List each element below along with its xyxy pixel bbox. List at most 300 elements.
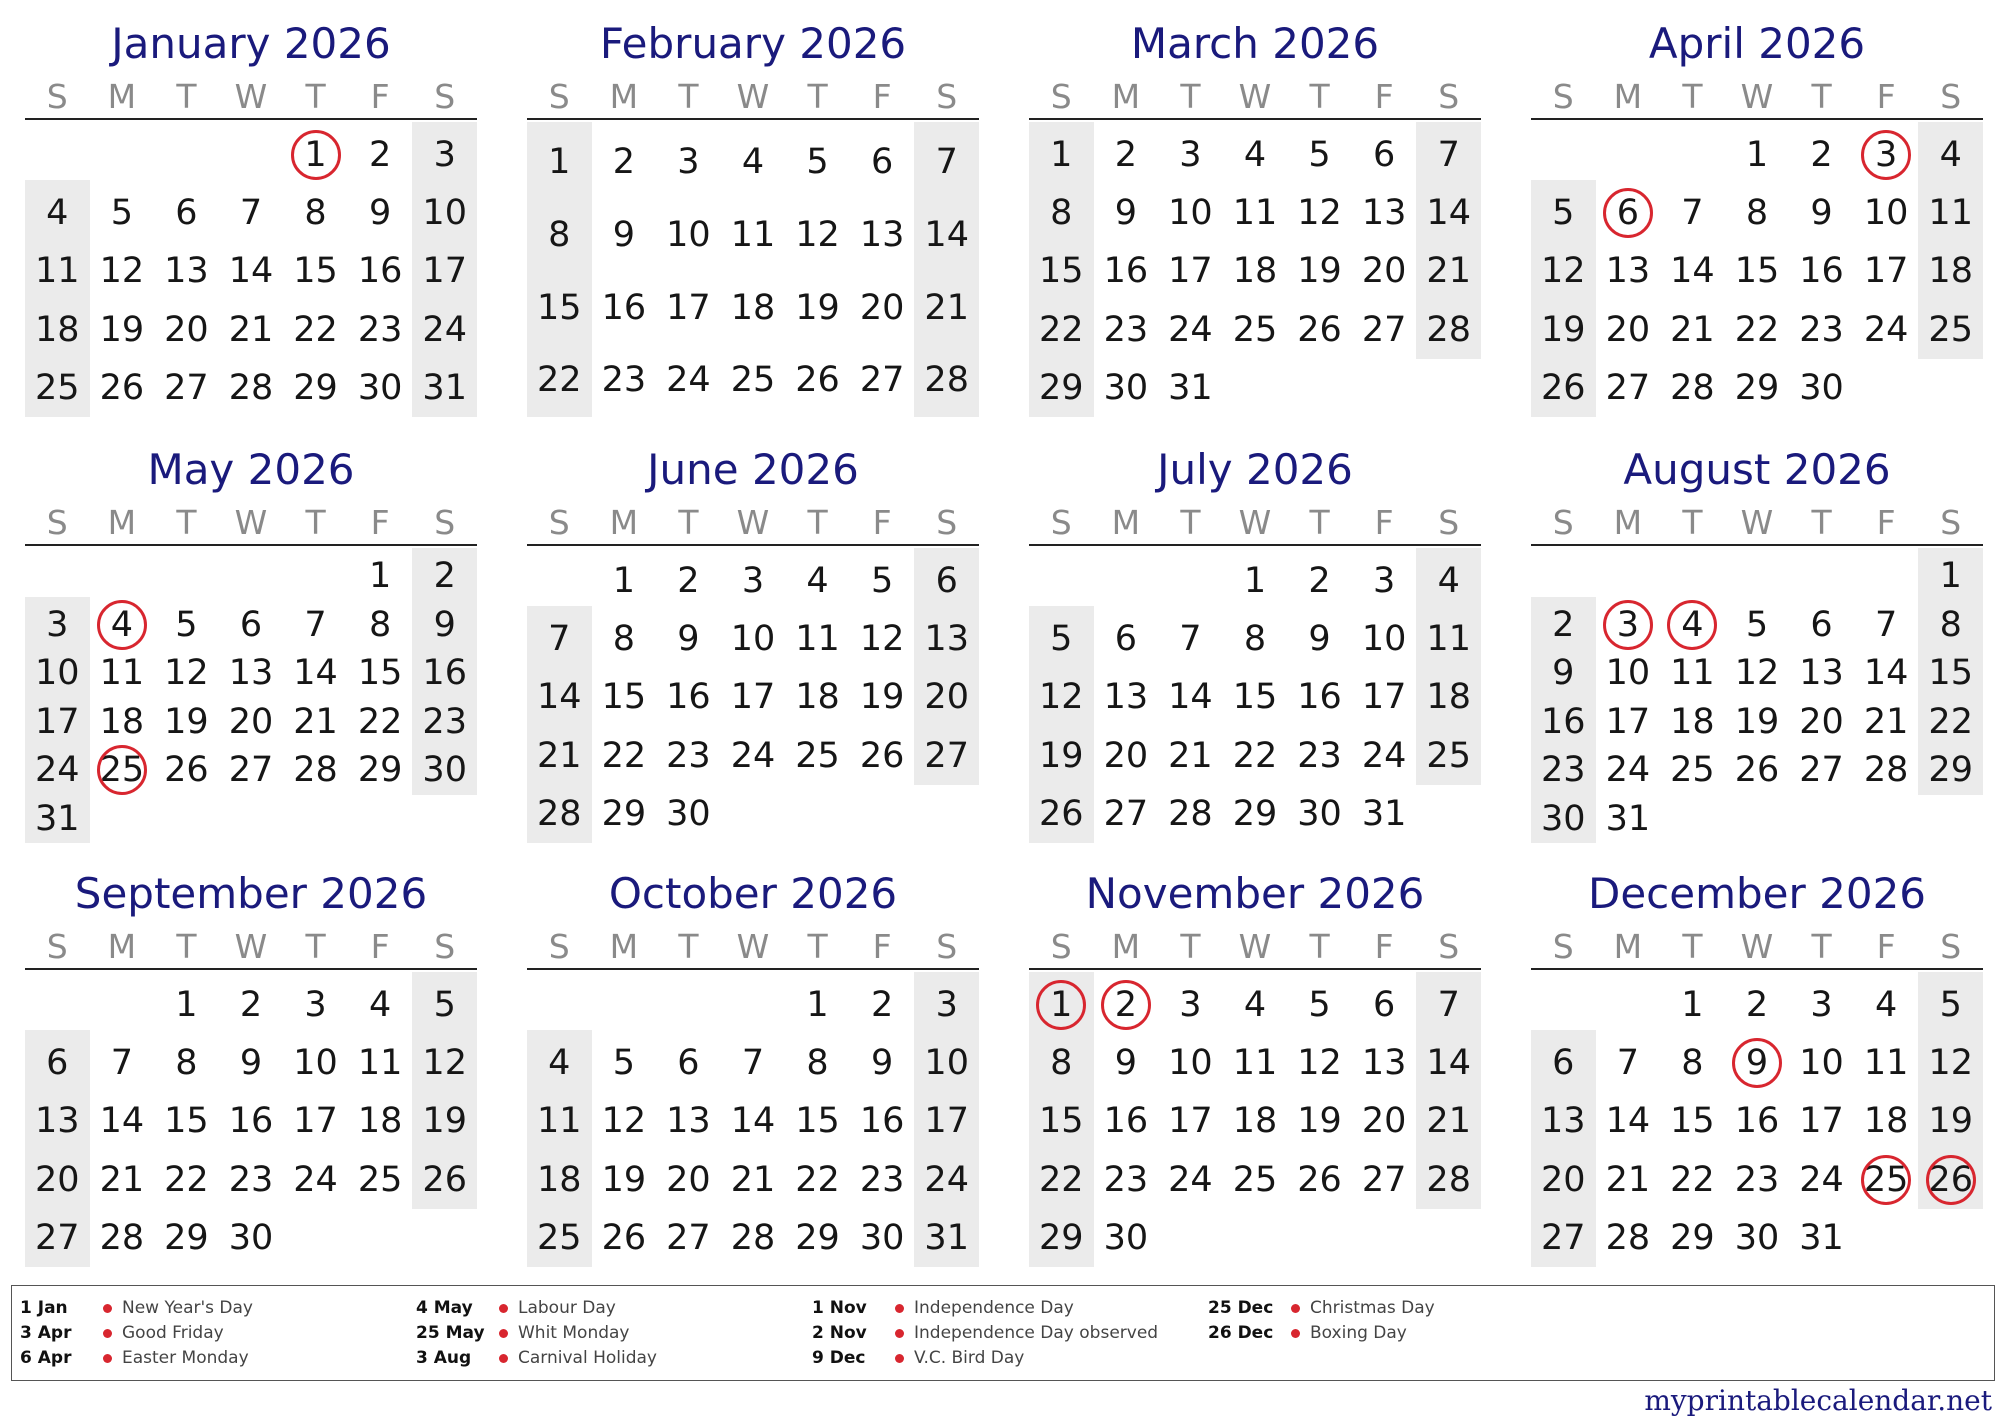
- day-cell: 14: [1670, 251, 1715, 292]
- legend-item: [416, 1296, 816, 1321]
- day-cell: 2: [239, 985, 263, 1025]
- day-cell: 11: [99, 653, 145, 693]
- day-cell: 16: [1103, 251, 1149, 292]
- day-cell: 23: [666, 735, 711, 776]
- day-cell: 11: [35, 251, 80, 292]
- month-title: May 2026: [147, 445, 355, 494]
- day-cell: 13: [924, 619, 969, 660]
- day-cell: 1: [612, 561, 635, 601]
- weekday-header: [1029, 76, 1481, 120]
- day-cell: 15: [164, 1101, 209, 1142]
- day-cell: 1: [1745, 135, 1769, 175]
- day-cell: 7: [1616, 1043, 1639, 1084]
- day-cell: 10: [1168, 193, 1213, 234]
- day-cell: 22: [357, 701, 403, 742]
- weekday-label: W: [1740, 927, 1774, 966]
- day-cell: 22: [1039, 309, 1084, 350]
- day-cell: 16: [1541, 701, 1586, 742]
- weekday-label: S: [1050, 77, 1072, 116]
- legend-date: 2 Nov: [812, 1323, 867, 1343]
- legend-item: [812, 1296, 1212, 1321]
- day-cell: 16: [1103, 1101, 1149, 1142]
- weekday-label: S: [46, 927, 68, 966]
- day-cell: 23: [1799, 309, 1844, 350]
- month-october: [527, 850, 979, 1258]
- holiday-legend: [11, 1285, 1995, 1381]
- weekday-label: F: [1876, 927, 1896, 966]
- weekday-label: M: [1613, 927, 1643, 966]
- day-cell: 29: [1670, 1217, 1715, 1258]
- day-cell: 14: [1426, 1043, 1471, 1084]
- legend-name: Good Friday: [122, 1323, 224, 1343]
- day-cell: 26: [1928, 1159, 1973, 1200]
- day-cell: 6: [1552, 1043, 1575, 1084]
- day-cell: 4: [1437, 561, 1460, 601]
- legend-name: Christmas Day: [1310, 1298, 1435, 1318]
- day-cell: 5: [806, 142, 829, 182]
- day-cell: 29: [357, 750, 403, 790]
- day-cell: 18: [1670, 701, 1715, 742]
- bullet-icon: [499, 1304, 508, 1313]
- day-cell: 16: [1297, 677, 1342, 718]
- legend-date: 1 Jan: [20, 1298, 68, 1318]
- day-cell: 10: [730, 619, 776, 660]
- day-cell: 12: [1297, 193, 1342, 234]
- day-cell: 2: [1552, 604, 1575, 645]
- day-cell: 7: [110, 1043, 133, 1084]
- legend-date: 3 Aug: [416, 1348, 472, 1368]
- day-cell: 2: [870, 985, 894, 1025]
- day-cell: 11: [1232, 1043, 1278, 1084]
- day-cell: 30: [859, 1217, 905, 1258]
- day-cell: 8: [1050, 193, 1073, 234]
- weekday-label: T: [678, 77, 699, 116]
- day-cell: 6: [46, 1043, 69, 1084]
- day-cell: 7: [1681, 193, 1704, 234]
- day-cell: 16: [601, 287, 647, 328]
- day-cell: 23: [1734, 1159, 1780, 1200]
- weekday-label: W: [736, 503, 770, 542]
- day-cell: 4: [110, 604, 133, 645]
- day-cell: 8: [1243, 619, 1267, 660]
- day-cell: 13: [228, 653, 274, 693]
- day-cell: 29: [795, 1217, 840, 1258]
- bullet-icon: [499, 1354, 508, 1363]
- day-cell: 25: [99, 750, 145, 790]
- weekday-label: F: [370, 77, 390, 116]
- day-cell: 23: [1541, 750, 1586, 790]
- day-cell: 28: [730, 1217, 776, 1258]
- day-cell: 5: [870, 561, 894, 601]
- day-cell: 20: [1361, 251, 1407, 292]
- day-cell: 2: [1308, 561, 1331, 601]
- day-cell: 17: [1168, 1101, 1213, 1142]
- weekday-label: M: [107, 77, 137, 116]
- day-cell: 21: [293, 701, 338, 742]
- day-cell: 28: [1426, 1159, 1471, 1200]
- day-cell: 1: [175, 985, 198, 1025]
- day-cell: 28: [99, 1217, 145, 1258]
- month-september: [25, 850, 477, 1258]
- weekday-label: M: [107, 927, 137, 966]
- weekday-label: T: [1309, 927, 1330, 966]
- day-cell: 22: [1039, 1159, 1084, 1200]
- weekday-label: T: [1309, 77, 1330, 116]
- day-cell: 20: [35, 1159, 80, 1200]
- weekday-label: S: [1552, 77, 1574, 116]
- day-cell: 7: [741, 1043, 765, 1084]
- day-cell: 5: [612, 1043, 635, 1084]
- month-title: August 2026: [1623, 445, 1891, 494]
- day-cell: 7: [1437, 985, 1460, 1025]
- day-cell: 21: [924, 287, 969, 328]
- day-cell: 2: [612, 142, 635, 182]
- day-cell: 13: [1799, 653, 1844, 693]
- day-cell: 20: [1541, 1159, 1586, 1200]
- day-cell: 26: [601, 1217, 647, 1258]
- day-cell: 30: [422, 750, 467, 790]
- day-cell: 21: [99, 1159, 145, 1200]
- weekday-label: M: [1613, 77, 1643, 116]
- day-cell: 17: [730, 677, 776, 718]
- day-cell: 3: [741, 561, 765, 601]
- day-cell: 12: [795, 214, 840, 255]
- day-cell: 7: [1179, 619, 1202, 660]
- month-february: [527, 0, 979, 400]
- day-cell: 22: [1670, 1159, 1715, 1200]
- day-cell: 3: [1874, 135, 1898, 175]
- day-cell: 20: [1799, 701, 1844, 742]
- month-january: [25, 0, 477, 408]
- day-cell: 8: [1939, 604, 1962, 645]
- weekday-label: T: [678, 927, 699, 966]
- day-cell: 3: [433, 135, 456, 175]
- weekday-label: F: [1876, 77, 1896, 116]
- day-cell: 12: [1928, 1043, 1973, 1084]
- bullet-icon: [895, 1304, 904, 1313]
- day-cell: 17: [422, 251, 467, 292]
- day-cell: 24: [924, 1159, 969, 1200]
- day-cell: 25: [1232, 309, 1278, 350]
- day-cell: 13: [666, 1101, 711, 1142]
- legend-date: 9 Dec: [812, 1348, 866, 1368]
- day-cell: 23: [601, 360, 647, 401]
- weekday-label: S: [936, 77, 958, 116]
- day-cell: 19: [1928, 1101, 1973, 1142]
- day-cell: 16: [1799, 251, 1844, 292]
- day-cell: 25: [730, 360, 776, 401]
- day-cell: 31: [1799, 1217, 1844, 1258]
- day-cell: 17: [666, 287, 711, 328]
- day-cell: 8: [175, 1043, 198, 1084]
- weekday-label: W: [736, 77, 770, 116]
- day-cell: 5: [175, 604, 198, 645]
- weekday-label: T: [1180, 77, 1201, 116]
- weekday-label: W: [1740, 77, 1774, 116]
- weekday-label: T: [1682, 503, 1703, 542]
- month-title: July 2026: [1157, 445, 1353, 494]
- day-cell: 15: [601, 677, 647, 718]
- day-cell: 18: [730, 287, 776, 328]
- day-cell: 21: [1605, 1159, 1651, 1200]
- weekday-label: S: [936, 927, 958, 966]
- weekday-label: S: [1940, 503, 1962, 542]
- weekday-label: T: [1811, 77, 1832, 116]
- day-cell: 15: [293, 251, 338, 292]
- day-cell: 22: [1734, 309, 1780, 350]
- weekday-label: W: [1740, 503, 1774, 542]
- day-cell: 11: [1928, 193, 1973, 234]
- weekday-label: S: [1050, 503, 1072, 542]
- legend-name: Labour Day: [518, 1298, 616, 1318]
- day-cell: 7: [239, 193, 263, 234]
- month-title: February 2026: [599, 19, 907, 68]
- day-cell: 19: [795, 287, 840, 328]
- day-cell: 23: [1103, 1159, 1149, 1200]
- day-cell: 15: [1039, 1101, 1084, 1142]
- weekday-label: W: [1238, 503, 1272, 542]
- day-cell: 11: [730, 214, 776, 255]
- day-cell: 20: [1103, 735, 1149, 776]
- legend-date: 6 Apr: [20, 1348, 72, 1368]
- weekday-label: S: [46, 77, 68, 116]
- legend-name: Whit Monday: [518, 1323, 630, 1343]
- day-cell: 20: [228, 701, 274, 742]
- day-cell: 7: [304, 604, 327, 645]
- day-cell: 10: [924, 1043, 969, 1084]
- day-cell: 25: [1232, 1159, 1278, 1200]
- day-cell: 25: [537, 1217, 582, 1258]
- day-cell: 29: [601, 793, 647, 834]
- day-cell: 4: [368, 985, 392, 1025]
- day-cell: 29: [293, 367, 338, 408]
- legend-date: 25 May: [416, 1323, 485, 1343]
- day-cell: 31: [1605, 798, 1651, 839]
- day-cell: 12: [1039, 677, 1084, 718]
- weekday-label: F: [1374, 77, 1394, 116]
- day-cell: 21: [1168, 735, 1213, 776]
- day-cell: 24: [1168, 309, 1213, 350]
- legend-date: 3 Apr: [20, 1323, 72, 1343]
- legend-date: 4 May: [416, 1298, 473, 1318]
- day-cell: 14: [293, 653, 338, 693]
- day-cell: 30: [1297, 793, 1342, 834]
- day-cell: 21: [228, 309, 274, 350]
- day-cell: 2: [1810, 135, 1833, 175]
- day-cell: 26: [1541, 367, 1586, 408]
- day-cell: 13: [1361, 193, 1407, 234]
- day-cell: 4: [1681, 604, 1704, 645]
- day-cell: 30: [1103, 1217, 1149, 1258]
- day-cell: 19: [1297, 1101, 1342, 1142]
- day-cell: 22: [1928, 701, 1973, 742]
- weekday-header: [1531, 502, 1983, 546]
- legend-item: [1208, 1296, 1608, 1321]
- weekday-label: T: [176, 927, 197, 966]
- day-cell: 10: [666, 214, 711, 255]
- day-cell: 28: [924, 360, 969, 401]
- day-cell: 30: [1103, 367, 1149, 408]
- day-cell: 26: [99, 367, 145, 408]
- day-cell: 14: [924, 214, 969, 255]
- weekday-header: [527, 502, 979, 546]
- day-cell: 27: [1541, 1217, 1586, 1258]
- weekday-label: M: [1111, 77, 1141, 116]
- weekday-label: M: [107, 503, 137, 542]
- day-cell: 31: [35, 798, 80, 839]
- day-cell: 13: [164, 251, 209, 292]
- legend-name: Independence Day: [914, 1298, 1074, 1318]
- day-cell: 16: [666, 677, 711, 718]
- day-cell: 18: [1863, 1101, 1909, 1142]
- day-cell: 20: [1361, 1101, 1407, 1142]
- day-cell: 5: [110, 193, 133, 234]
- day-cell: 11: [1232, 193, 1278, 234]
- day-cell: 19: [1297, 251, 1342, 292]
- day-cell: 1: [1243, 561, 1267, 601]
- day-cell: 21: [1863, 701, 1909, 742]
- day-cell: 18: [99, 701, 145, 742]
- day-cell: 28: [1863, 750, 1909, 790]
- day-cell: 18: [1928, 251, 1973, 292]
- day-cell: 8: [548, 214, 571, 255]
- weekday-header: [527, 926, 979, 970]
- day-cell: 19: [99, 309, 145, 350]
- day-cell: 20: [1605, 309, 1651, 350]
- day-cell: 6: [1810, 604, 1833, 645]
- day-cell: 8: [1681, 1043, 1704, 1084]
- day-cell: 3: [677, 142, 700, 182]
- day-cell: 27: [35, 1217, 80, 1258]
- month-title: March 2026: [1130, 19, 1380, 68]
- day-cell: 13: [35, 1101, 80, 1142]
- day-cell: 25: [35, 367, 80, 408]
- day-cell: 8: [1050, 1043, 1073, 1084]
- day-cell: 12: [164, 653, 209, 693]
- bullet-icon: [1291, 1329, 1300, 1338]
- day-cell: 15: [1734, 251, 1780, 292]
- day-cell: 29: [1039, 367, 1084, 408]
- day-cell: 12: [1541, 251, 1586, 292]
- day-cell: 8: [1745, 193, 1769, 234]
- day-cell: 18: [1426, 677, 1471, 718]
- day-cell: 26: [795, 360, 840, 401]
- day-cell: 4: [1243, 135, 1267, 175]
- day-cell: 7: [1874, 604, 1898, 645]
- day-cell: 24: [730, 735, 776, 776]
- day-cell: 3: [46, 604, 69, 645]
- weekday-label: S: [1940, 927, 1962, 966]
- weekday-label: F: [872, 927, 892, 966]
- day-cell: 30: [1541, 798, 1586, 839]
- day-cell: 19: [1541, 309, 1586, 350]
- day-cell: 27: [1361, 309, 1407, 350]
- weekday-label: W: [234, 503, 268, 542]
- day-cell: 17: [35, 701, 80, 742]
- day-cell: 26: [422, 1159, 467, 1200]
- day-cell: 6: [677, 1043, 700, 1084]
- day-cell: 6: [1372, 135, 1396, 175]
- weekday-label: T: [807, 77, 828, 116]
- day-cell: 25: [1863, 1159, 1909, 1200]
- legend-item: [416, 1346, 816, 1371]
- day-cell: 27: [666, 1217, 711, 1258]
- day-cell: 12: [859, 619, 905, 660]
- day-cell: 21: [1426, 1101, 1471, 1142]
- day-cell: 15: [1232, 677, 1278, 718]
- day-cell: 30: [357, 367, 403, 408]
- day-cell: 19: [1734, 701, 1780, 742]
- day-cell: 15: [795, 1101, 840, 1142]
- legend-name: Independence Day observed: [914, 1323, 1159, 1343]
- day-cell: 29: [1232, 793, 1278, 834]
- day-cell: 16: [1734, 1101, 1780, 1142]
- day-cell: 22: [164, 1159, 209, 1200]
- legend-date: 1 Nov: [812, 1298, 867, 1318]
- legend-item: [1208, 1321, 1608, 1346]
- day-cell: 31: [1361, 793, 1407, 834]
- day-cell: 10: [1168, 1043, 1213, 1084]
- day-cell: 5: [1745, 604, 1769, 645]
- day-cell: 1: [304, 135, 327, 175]
- weekday-header: [1029, 926, 1481, 970]
- day-cell: 16: [859, 1101, 905, 1142]
- weekday-label: M: [609, 77, 639, 116]
- bullet-icon: [499, 1329, 508, 1338]
- day-cell: 22: [537, 360, 582, 401]
- day-cell: 17: [293, 1101, 338, 1142]
- day-cell: 6: [175, 193, 198, 234]
- day-cell: 31: [1168, 367, 1213, 408]
- weekday-label: S: [1438, 77, 1460, 116]
- day-cell: 5: [433, 985, 456, 1025]
- weekday-label: S: [1438, 927, 1460, 966]
- day-cell: 30: [1799, 367, 1844, 408]
- day-cell: 9: [1114, 1043, 1137, 1084]
- day-cell: 19: [859, 677, 905, 718]
- weekday-header: [1531, 926, 1983, 970]
- day-cell: 25: [357, 1159, 403, 1200]
- day-cell: 3: [1179, 135, 1202, 175]
- day-cell: 6: [935, 561, 958, 601]
- day-cell: 28: [1670, 367, 1715, 408]
- day-cell: 5: [1308, 135, 1331, 175]
- weekday-label: T: [678, 503, 699, 542]
- day-cell: 9: [1308, 619, 1331, 660]
- day-cell: 11: [1426, 619, 1471, 660]
- day-cell: 24: [293, 1159, 338, 1200]
- day-cell: 6: [1616, 193, 1639, 234]
- day-cell: 19: [1039, 735, 1084, 776]
- weekday-header: [25, 502, 477, 546]
- day-cell: 27: [924, 735, 969, 776]
- day-cell: 21: [730, 1159, 776, 1200]
- day-cell: 23: [1103, 309, 1149, 350]
- day-cell: 19: [164, 701, 209, 742]
- day-cell: 28: [537, 793, 582, 834]
- day-cell: 14: [1605, 1101, 1651, 1142]
- day-cell: 17: [1361, 677, 1407, 718]
- day-cell: 7: [1437, 135, 1460, 175]
- day-cell: 6: [870, 142, 894, 182]
- day-cell: 12: [1297, 1043, 1342, 1084]
- day-cell: 15: [1670, 1101, 1715, 1142]
- day-cell: 31: [422, 367, 467, 408]
- bullet-icon: [1291, 1304, 1300, 1313]
- day-cell: 14: [1168, 677, 1213, 718]
- day-cell: 26: [164, 750, 209, 790]
- day-cell: 24: [422, 309, 467, 350]
